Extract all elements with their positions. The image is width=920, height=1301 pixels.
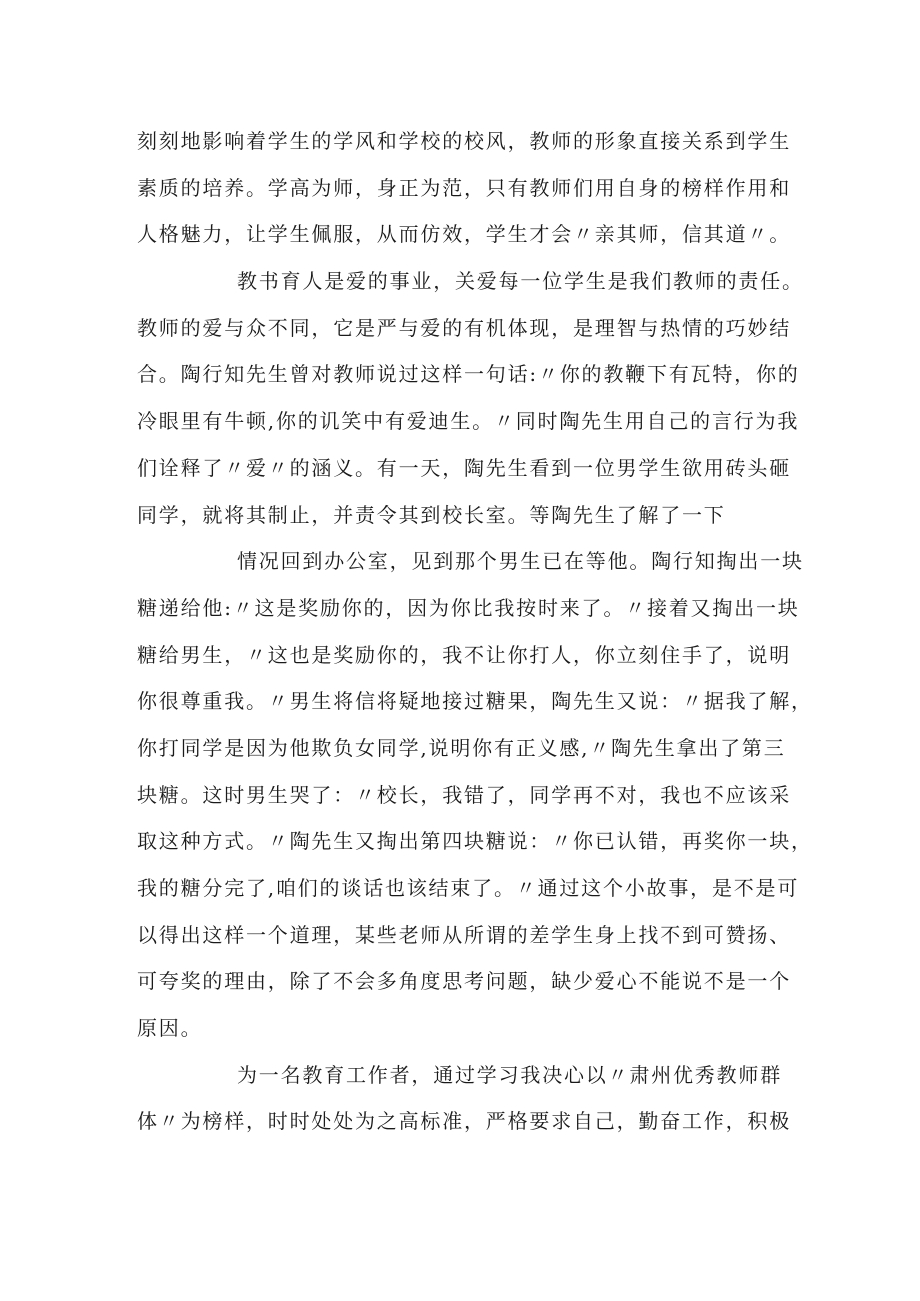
text-line: 合。陶行知先生曾对教师说过这样一句话:〃你的教鞭下有瓦特，你的 xyxy=(137,362,800,387)
text-line: 同学，就将其制止，并责令其到校长室。等陶先生了解了一下 xyxy=(137,502,726,527)
text-line: 我的糖分完了,咱们的谈话也该结束了。〃通过这个小故事，是不是可 xyxy=(137,876,800,900)
text-line: 你很尊重我。〃男生将信将疑地接过糖果，陶先生又说：〃据我了解， xyxy=(137,689,813,714)
text-line: 糖给男生，〃这也是奖励你的，我不让你打人，你立刻住手了，说明 xyxy=(137,642,791,667)
text-line: 素质的培养。学高为师，身正为范，只有教师们用自身的榜样作用和 xyxy=(137,175,791,200)
text-line: 情况回到办公室，见到那个男生已在等他。陶行知掏出一块 xyxy=(237,549,804,574)
text-line: 可夸奖的理由，除了不会多角度思考问题，缺少爱心不能说不是一个 xyxy=(137,969,791,994)
text-line: 你打同学是因为他欺负女同学,说明你有正义感,〃陶先生拿出了第三 xyxy=(137,735,786,760)
text-line: 们诠释了〃爱〃的涵义。有一天，陶先生看到一位男学生欲用砖头砸 xyxy=(137,455,791,480)
text-line: 以得出这样一个道理，某些老师从所谓的差学生身上找不到可赞扬、 xyxy=(137,922,791,947)
text-line: 人格魅力，让学生佩服，从而仿效，学生才会〃亲其师，信其道〃。 xyxy=(137,222,791,247)
text-line: 教书育人是爱的事业，关爱每一位学生是我们教师的责任。 xyxy=(237,269,804,294)
text-line: 教师的爱与众不同，它是严与爱的有机体现，是理智与热情的巧妙结 xyxy=(137,315,791,340)
text-line: 为一名教育工作者，通过学习我决心以〃肃州优秀教师群 xyxy=(237,1062,782,1087)
document-body xyxy=(137,118,813,1145)
text-line: 糖递给他:〃这是奖励你的，因为你比我按时来了。〃接着又掏出一块 xyxy=(137,595,800,620)
text-line: 刻刻地影响着学生的学风和学校的校风，教师的形象直接关系到学生 xyxy=(137,129,791,153)
text-line: 冷眼里有牛顿,你的讥笑中有爱迪生。〃同时陶先生用自己的言行为我 xyxy=(137,409,800,434)
text-line: 取这种方式。〃陶先生又掏出第四块糖说：〃你已认错，再奖你一块， xyxy=(137,829,813,854)
text-line: 原因。 xyxy=(137,1016,203,1041)
text-line: 块糖。这时男生哭了：〃校长，我错了，同学再不对，我也不应该采 xyxy=(137,782,791,807)
text-line: 体〃为榜样，时时处处为之高标准，严格要求自己，勤奋工作，积极 xyxy=(137,1109,791,1134)
